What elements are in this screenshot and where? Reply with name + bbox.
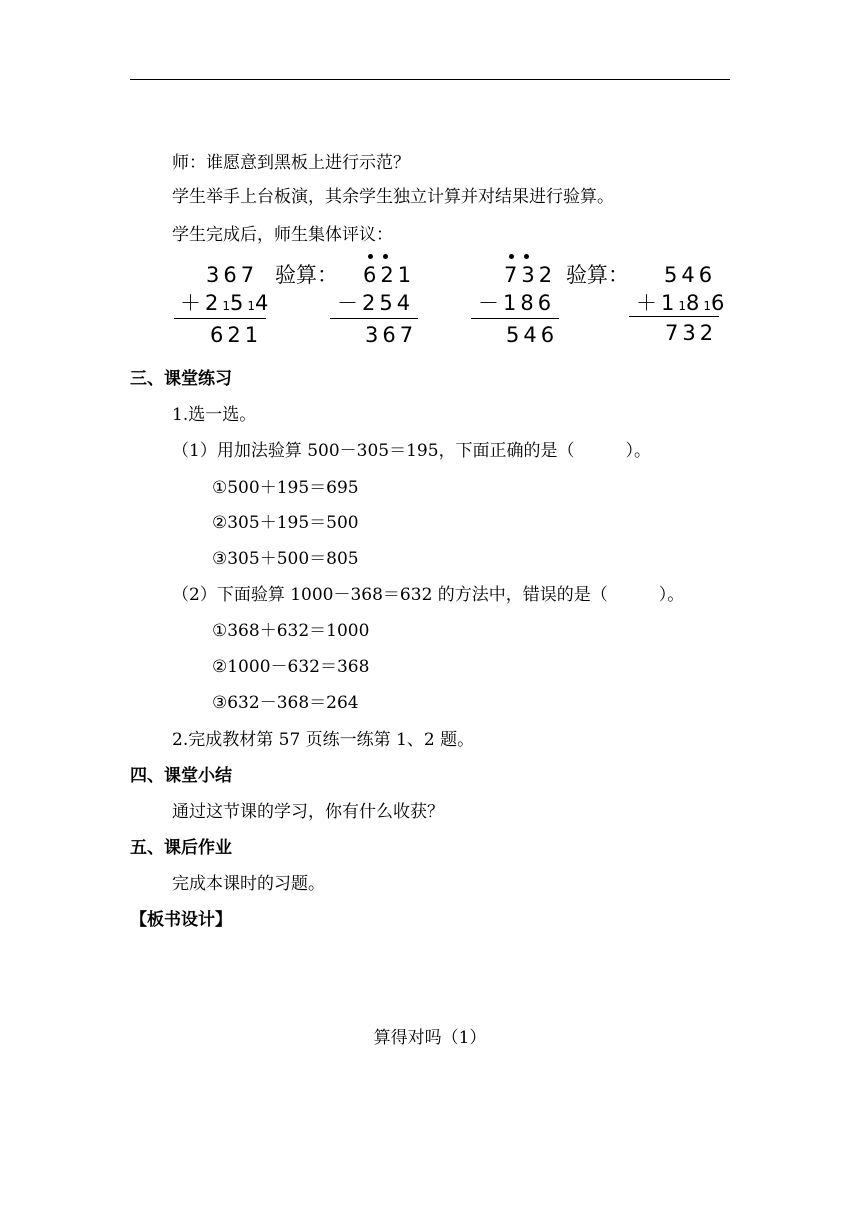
- calc-c-top: 732: [504, 263, 557, 287]
- section-4-text: 通过这节课的学习，你有什么收获？: [172, 802, 444, 822]
- verify-label: 验算：: [566, 263, 629, 287]
- borrow-dot: [509, 254, 514, 259]
- calc-b-bar: [330, 318, 418, 319]
- calc-a-digit: 4: [255, 291, 273, 315]
- calc-c-bar: [471, 318, 559, 319]
- intro-line-3: 学生完成后，师生集体评议：: [172, 225, 393, 245]
- intro-line-2: 学生举手上台板演，其余学生独立计算并对结果进行验算。: [172, 187, 614, 207]
- calc-b-bottom: [337, 291, 414, 315]
- borrow-dot: [524, 254, 529, 259]
- borrow-dot: [368, 254, 373, 259]
- calc-c-bottom: [478, 291, 555, 315]
- option-item: ①500＋195＝695: [212, 478, 359, 498]
- section-3-heading: 三、课堂练习: [130, 369, 232, 389]
- calc-c-bottom-number: 186: [503, 291, 556, 315]
- calc-b-top: 621: [363, 263, 416, 287]
- calc-a-digit: 5: [230, 291, 248, 315]
- calc-d-carry: 1: [678, 299, 687, 313]
- calc-a-digit: 2: [205, 291, 223, 315]
- header-rule: [130, 79, 730, 80]
- board-design-heading: 【板书设计】: [130, 910, 232, 930]
- section-4-heading: 四、课堂小结: [130, 766, 232, 786]
- option-item: ②305＋195＝500: [212, 513, 359, 533]
- board-title: 算得对吗（1）: [373, 1028, 487, 1048]
- borrow-dot: [383, 254, 388, 259]
- calc-d-carry: 1: [703, 299, 712, 313]
- calc-c-result: 546: [506, 323, 559, 347]
- calc-d-top: 546: [664, 263, 717, 287]
- calc-b-operator: －: [337, 291, 362, 315]
- calc-d-digit: 6: [711, 291, 729, 315]
- verify-label: 验算：: [275, 263, 338, 287]
- question-1-title: 1.选一选。: [172, 405, 257, 425]
- calc-a-result: 621: [210, 323, 263, 347]
- calc-d-digit: 1: [661, 291, 679, 315]
- calc-a-carry: 1: [222, 299, 231, 313]
- calc-d-digit: 8: [686, 291, 704, 315]
- option-item: ③305＋500＝805: [212, 549, 359, 569]
- option-item: ②1000－632＝368: [212, 657, 370, 677]
- section-5-text: 完成本课时的习题。: [172, 874, 325, 894]
- calc-d-result: 732: [665, 321, 718, 345]
- calc-a-bar: [174, 318, 266, 319]
- question-2: 2.完成教材第 57 页练一练第 1、2 题。: [172, 730, 475, 750]
- calc-d-bottom: [636, 291, 728, 318]
- calc-c-operator: －: [478, 291, 503, 315]
- option-item: ①368＋632＝1000: [212, 621, 370, 641]
- question-1-2: （2）下面验算 1000－368＝632 的方法中，错误的是（ ）。: [172, 585, 685, 605]
- intro-line-1: 师：谁愿意到黑板上进行示范？: [172, 153, 410, 173]
- option-item: ③632－368＝264: [212, 693, 359, 713]
- calc-a-carry: 1: [247, 299, 256, 313]
- calc-d-operator: ＋: [636, 291, 661, 315]
- question-1-1: （1）用加法验算 500－305＝195，下面正确的是（ ）。: [172, 441, 652, 461]
- calc-b-result: 367: [365, 323, 418, 347]
- calc-a-bottom: [180, 291, 272, 318]
- calc-b-bottom-number: 254: [362, 291, 415, 315]
- calc-a-top: 367: [206, 263, 259, 287]
- section-5-heading: 五、课后作业: [130, 838, 232, 858]
- calc-a-operator: ＋: [180, 291, 205, 315]
- calc-d-bar: [629, 316, 719, 317]
